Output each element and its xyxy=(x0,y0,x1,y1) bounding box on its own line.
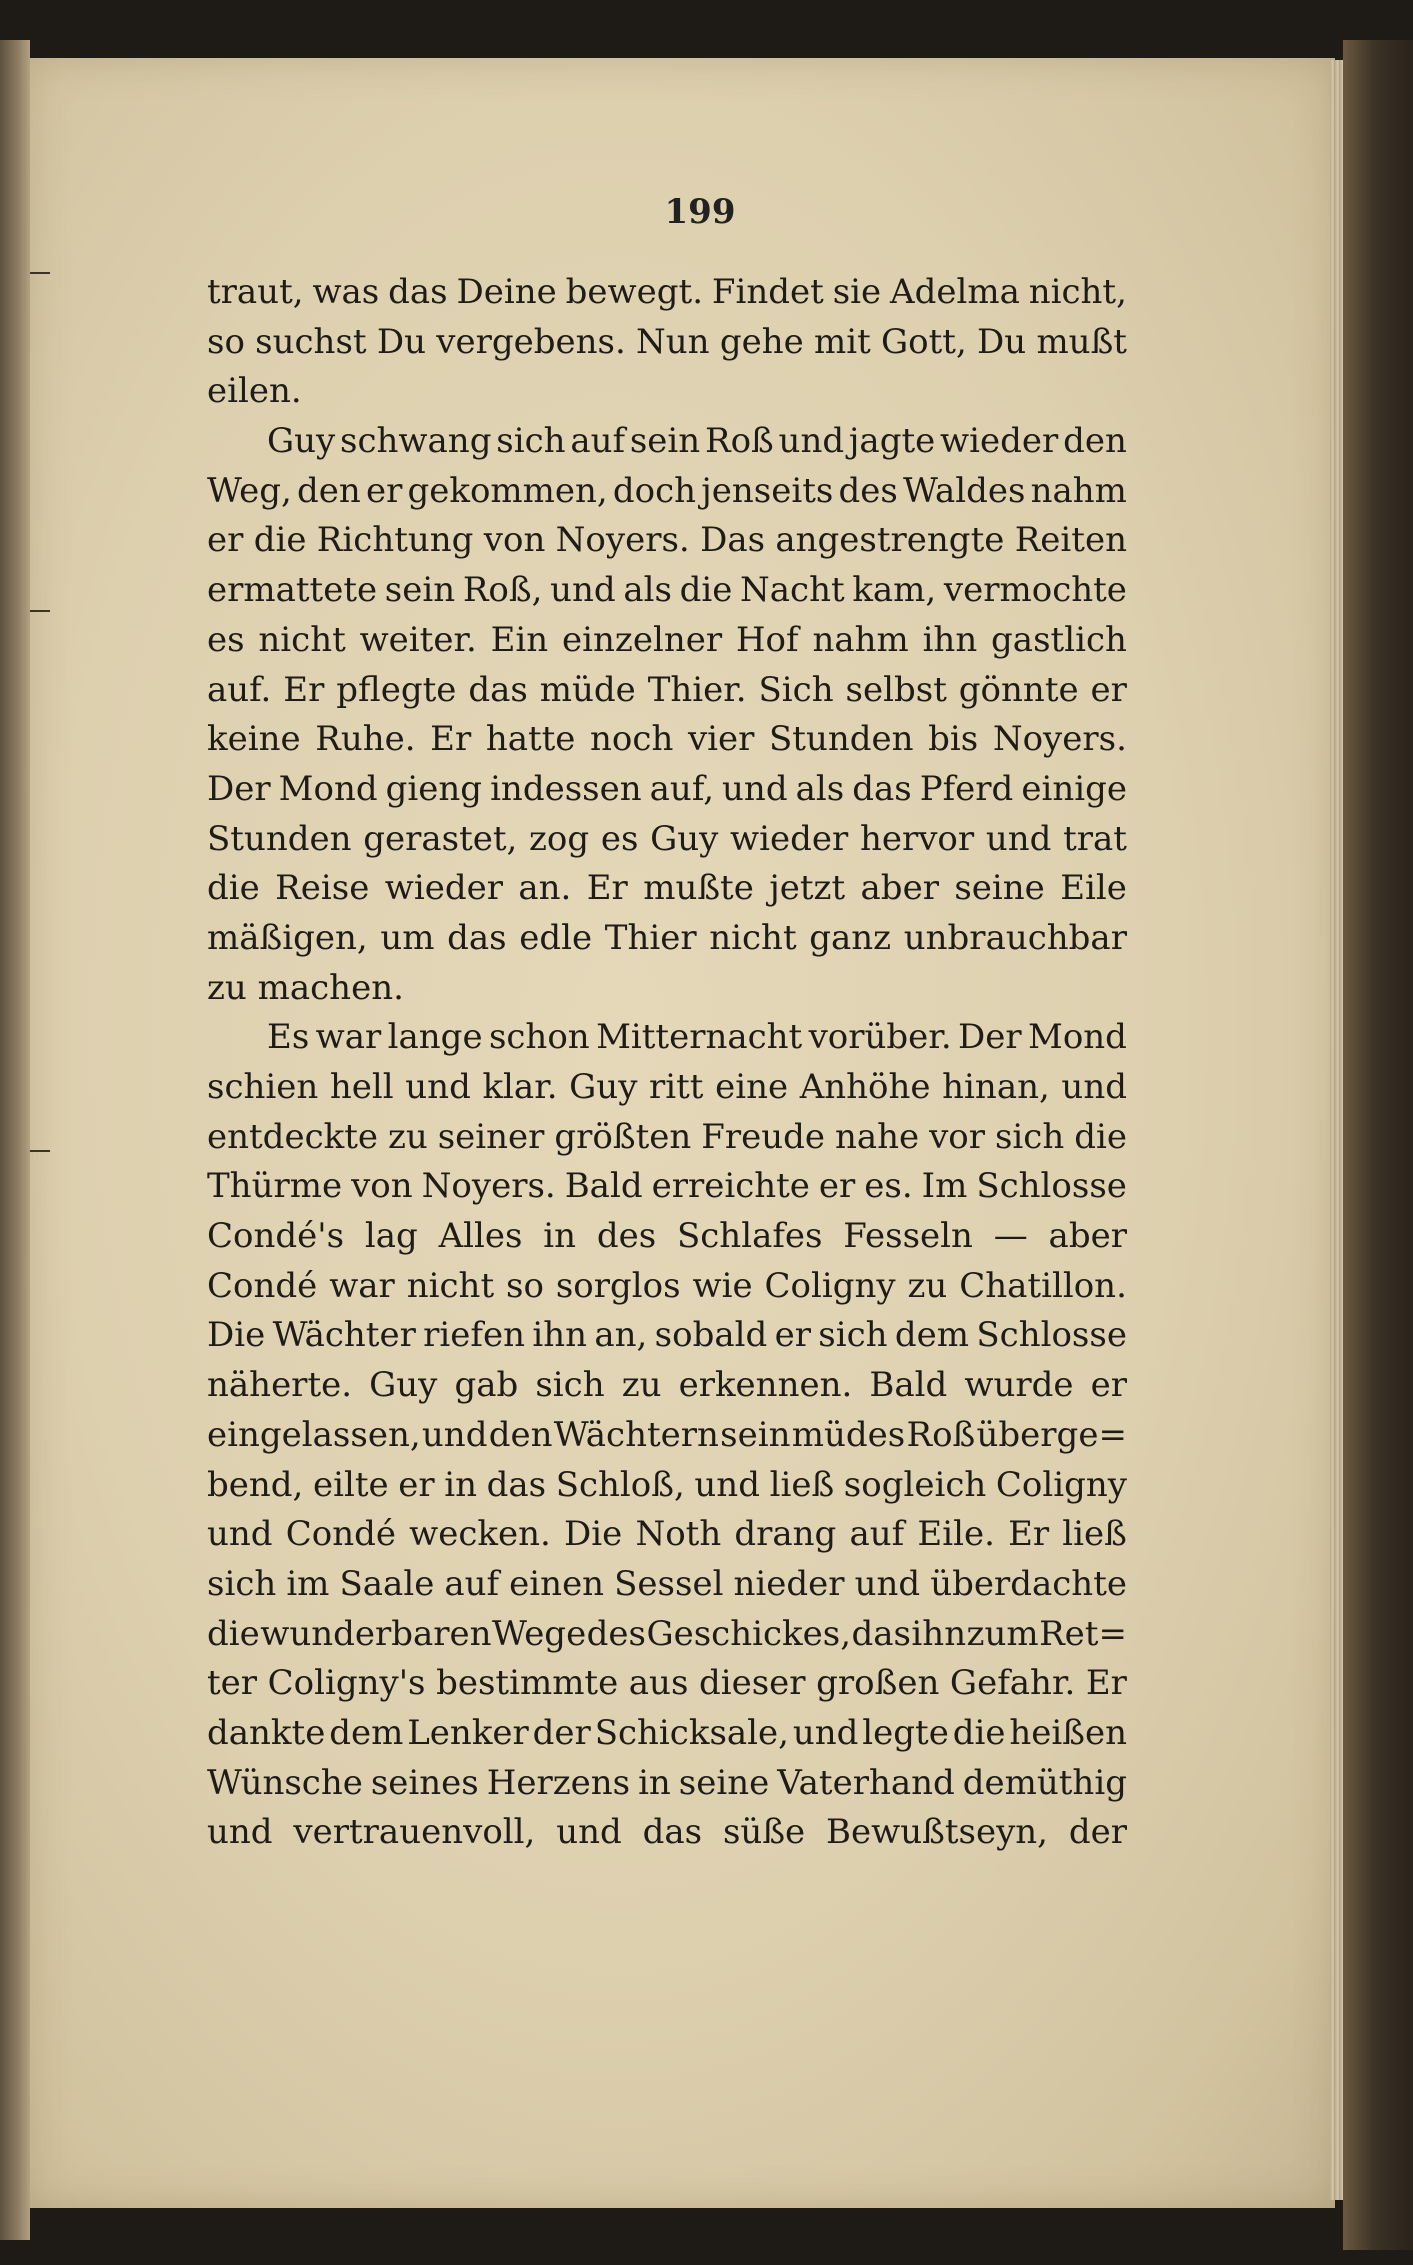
body-text xyxy=(207,268,1127,1858)
text-line: es nicht weiter. Ein einzelner Hof nahm ihn gastlich xyxy=(207,619,1127,660)
text-line: Stunden gerastet, zog es Guy wieder hervor und trat xyxy=(207,818,1127,859)
text-line: Die Wächter riefen ihn an, sobald er sich dem Schlosse xyxy=(207,1315,1127,1356)
text-line: bend, eilte er in das Schloß, und ließ sogleich Coligny xyxy=(207,1464,1127,1505)
text-line: und Condé wecken. Die Noth drang auf Eile. Er ließ xyxy=(207,1514,1127,1555)
text-line: traut, was das Deine bewegt. Findet sie Adelma nicht, xyxy=(207,272,1127,312)
text-line: eilen. xyxy=(207,371,302,412)
book-cover-edge xyxy=(1343,40,1413,2250)
text-line: mäßigen, um das edle Thier nicht ganz unbrauchbar xyxy=(207,917,1127,958)
text-line: sich im Saale auf einen Sessel nieder und überdachte xyxy=(207,1563,1127,1604)
text-line: entdeckte zu seiner größten Freude nahe vor sich die xyxy=(207,1116,1127,1157)
text-line: die wunderbaren Wege des Geschickes, das ihn zum Ret= xyxy=(207,1613,1127,1654)
text-line: und vertrauenvoll, und das süße Bewußtseyn, der xyxy=(207,1812,1127,1853)
text-line: so suchst Du vergebens. Nun gehe mit Gott, Du mußt xyxy=(207,321,1127,362)
text-line: keine Ruhe. Er hatte noch vier Stunden bis Noyers. xyxy=(207,719,1127,760)
text-line: Es war lange schon Mitternacht vorüber. Der Mond xyxy=(267,1017,1127,1058)
facing-page-edge xyxy=(0,40,30,2240)
margin-tick xyxy=(30,1150,50,1152)
text-line: eingelassen, und den Wächtern sein müdes Roß überge= xyxy=(207,1414,1127,1455)
text-line: Der Mond gieng indessen auf, und als das Pferd einige xyxy=(207,768,1127,809)
text-line: ermattete sein Roß, und als die Nacht kam, vermochte xyxy=(207,570,1127,611)
text-line: Condé's lag Alles in des Schlafes Fesseln — aber xyxy=(207,1216,1127,1257)
text-line: auf. Er pflegte das müde Thier. Sich selbst gönnte er xyxy=(207,669,1127,710)
text-line: die Reise wieder an. Er mußte jetzt aber seine Eile xyxy=(207,868,1127,909)
text-line: ter Coligny's bestimmte aus dieser großen Gefahr. Er xyxy=(207,1663,1127,1704)
page-number: 199 xyxy=(664,192,736,232)
text-line: Condé war nicht so sorglos wie Coligny zu Chatillon. xyxy=(207,1265,1127,1306)
text-line: näherte. Guy gab sich zu erkennen. Bald wurde er xyxy=(207,1365,1127,1406)
text-line: Weg, den er gekommen, doch jenseits des Waldes nahm xyxy=(207,470,1127,511)
text-line: schien hell und klar. Guy ritt eine Anhöhe hinan, und xyxy=(207,1067,1127,1107)
margin-tick xyxy=(30,272,50,274)
text-line: zu machen. xyxy=(207,967,404,1008)
text-line: er die Richtung von Noyers. Das angestrengte Reiten xyxy=(207,520,1127,561)
text-line: Thürme von Noyers. Bald erreichte er es. Im Schlosse xyxy=(207,1166,1127,1207)
margin-tick xyxy=(30,610,50,612)
text-line: Wünsche seines Herzens in seine Vaterhand demüthig xyxy=(207,1762,1127,1803)
text-line: dankte dem Lenker der Schicksale, und legte die heißen xyxy=(207,1712,1127,1753)
text-line: Guy schwang sich auf sein Roß und jagte wieder den xyxy=(267,421,1127,462)
